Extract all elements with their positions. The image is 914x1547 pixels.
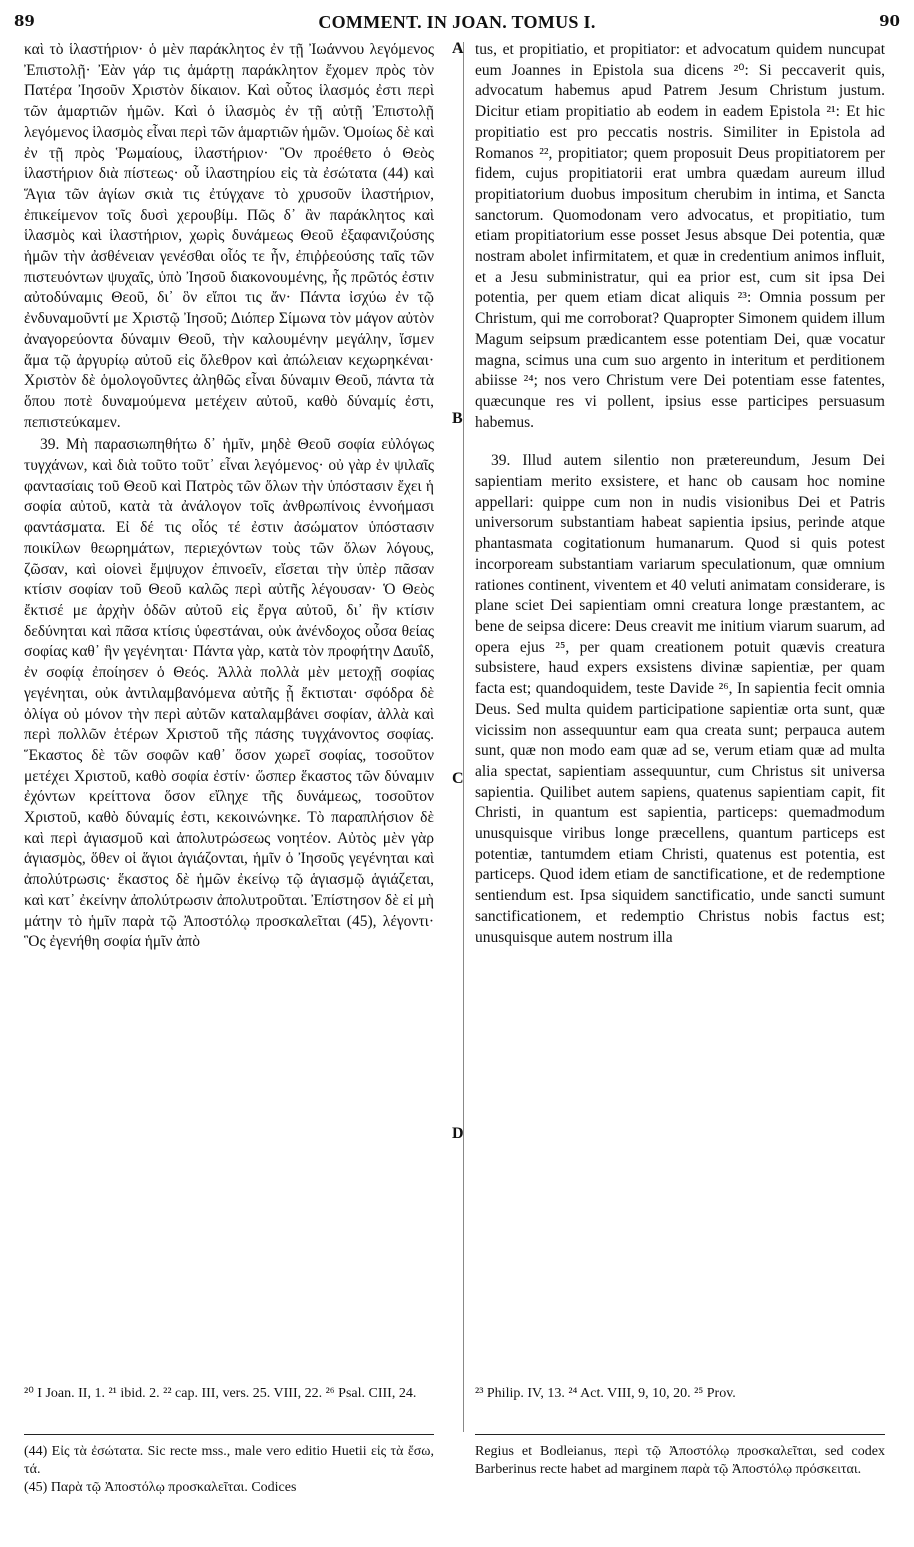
critical-notes-right xyxy=(475,1443,885,1479)
footnotes-left xyxy=(24,1385,434,1403)
greek-paragraph-1: καὶ τὸ ἱλαστήριον· ὁ μὲν παράκλητος ἐν τῇ Ἰωάννου λεγόμενος Ἐπιστολῇ· Ἐὰν γάρ τις ἁμάρτῃ παράκλητον ἔχομεν πρὸς τὸν Πατέρα Ἰησοῦν Χριστὸν δίκαιον. Καὶ οὗτος ἱλασμός ἐστι περὶ τῶν ἁμαρτιῶν ἡμῶν. Καὶ ὁ ἱλασμὸς ἐν τῇ αὐτῇ Ἐπιστολῇ λεγόμενος ἱλασμὸς εἶναι περὶ τῶν ἁμαρτιῶν ἡμῶν. Ὁμοίως δὲ καὶ ἐν τῇ πρὸς Ῥωμαίους, ἱλαστήριον· Ὃν προέθετο ὁ Θεὸς ἱλαστήριον διὰ πίστεως· οὗ ἱλαστηρίου εἰς τὰ ἐσώτατα (44) καὶ Ἅγια τῶν ἁγίων σκιὰ τις ἐτύγχανε τὸ χρυσοῦν ἱλαστήριον, ἐπικείμενον τοῖς δυσὶ χερουβίμ. Πῶς δ᾽ ἂν παράκλητος καὶ ἱλασμὸς καὶ ἱλαστήριον, χωρὶς δυνάμεως Θεοῦ ἐξαφανιζούσης ἡμῶν τὴν ἀσθένειαν γενέσθαι οἷός τε ἦν, ἐπιῤῥεούσης ταῖς τῶν πιστευόντων ψυχαῖς, ὑπὸ Ἰησοῦ διακονουμένης, ἧς πρῶτός ἐστιν αὐτοδύναμις Θεοῦ, δι᾽ ὃν εἴποι τις ἄν· Πάντα ἰσχύω ἐν τῷ ἐνδυναμοῦντί με Χριστῷ Ἰησοῦ; Διόπερ Σίμωνα τὸν μάγον αὐτὸν ἀναγορεύοντα δύναμιν Θεοῦ, τὴν καλουμένην μεγάλην, ἴσμεν ἅμα τῷ ἀργυρίῳ αὐτοῦ εἰς ὄλεθρον καὶ ἀπώλειαν κεχωρηκέναι· Χριστὸν δὲ ὁμολογοῦντες ἀληθῶς εἶναι δύναμιν Θεοῦ, πάντα τὰ ὅπου ποτὲ δυναμούμενα μετέχειν αὐτοῦ, καθὸ δύναμίς ἐστι, πεπιστεύκαμεν. xyxy=(24,41,434,431)
latin-column xyxy=(475,40,885,948)
running-title: COMMENT. IN JOAN. TOMUS I. xyxy=(318,12,596,32)
footnote-rule-right xyxy=(475,1434,885,1435)
margin-letter-a: A xyxy=(452,40,464,57)
page-number-left: 89 xyxy=(14,12,35,30)
column-divider xyxy=(463,42,464,1432)
margin-letter-c: C xyxy=(452,770,464,787)
critical-note-continuation: Regius et Bodleianus, περὶ τῷ Ἀποστόλῳ προσκαλεῖται, sed codex Barberinus recte habet ad marginem παρὰ τῷ Ἀποστόλῳ πρόσκειται. xyxy=(475,1444,885,1477)
footnote-refs-left: ²⁰ I Joan. II, 1. ²¹ ibid. 2. ²² cap. III, vers. 25. VIII, 22. ²⁶ Psal. CIII, 24. xyxy=(24,1386,417,1401)
critical-note-44: (44) Εἰς τὰ ἐσώτατα. Sic recte mss., male vero editio Huetii εἰς τὰ ἔσω, τά. xyxy=(24,1444,434,1477)
footnote-refs-right: ²³ Philip. IV, 13. ²⁴ Act. VIII, 9, 10, 20. ²⁵ Prov. xyxy=(475,1386,736,1401)
greek-paragraph-39: 39. Μὴ παρασιωπηθήτω δ᾽ ἡμῖν, μηδὲ Θεοῦ σοφία εὐλόγως τυγχάνων, καὶ διὰ τοῦτο τοῦτ᾽ εἶναι λεγόμενος· οὐ γὰρ ἐν ψιλαῖς φαντασίαις τοῦ Θεοῦ καὶ Πατρὸς τῶν ὅλων τὴν ὑπόστασιν ἔχει ἡ σοφία αὐτοῦ, κατὰ τὰ ἀνάλογον τοῖς ἀνθρωπίνοις ἐννοήμασι φαντάσματα. Εἰ δέ τις οἷός τέ ἐστιν ἀσώματον ὑπόστασιν ποικίλων θεωρημάτων, περιεχόντων τοὺς τῶν ὅλων λόγους, ζῶσαν, καὶ οἱονεὶ ἔμψυχον ἐπινοεῖν, εἴσεται τὴν ὑπὲρ πᾶσαν κτίσιν σοφίαν τοῦ Θεοῦ καλῶς περὶ αὐτῆς λέγουσαν· Ὁ Θεὸς ἔκτισέ με ἀρχὴν ὁδῶν αὐτοῦ εἰς ἔργα αὐτοῦ, δι᾽ ἣν κτίσιν δεδύνηται καὶ πᾶσα κτίσις ὑφεστάναι, οὐκ ἀνένδοχος οὖσα θείας σοφίας καθ᾽ ἣν γεγένηται· Πάντα γὰρ, κατὰ τὸν προφήτην Δαυΐδ, ἐν σοφίᾳ ἐποίησεν ὁ Θεός. Ἀλλὰ πολλὰ μὲν μετοχῇ σοφίας γεγένηται, οὐκ ἀντιλαμβανόμενα αὐτῆς ᾗ ἔκτισται· σφόδρα δὲ ὀλίγα οὐ μόνον τὴν περὶ αὐτῶν καταλαμβάνει σοφίαν, ἀλλὰ καὶ περὶ πολλῶν ἑτέρων Χριστοῦ τῆς πάσης τυγχάνοντος σοφίας. Ἕκαστος δὲ τῶν σοφῶν καθ᾽ ὅσον χωρεῖ σοφίας, τοσοῦτον μετέχει Χριστοῦ, καθὸ σοφία ἐστίν· ὥσπερ ἕκαστος τῶν δύναμιν ἐχόντων κρείττονα ὅσον εἴληχε τῆς δυνάμεως, τοσοῦτον Χριστοῦ, καθὸ δύναμίς ἐστι, κεκοινώνηκε. Τὸ παραπλήσιον δὲ καὶ περὶ ἁγιασμοῦ καὶ ἀπολυτρώσεως νοητέον. Αὐτὸς μὲν γὰρ ἁγιασμὸς, ὅθεν οἱ ἅγιοι ἁγιάζονται, ἡμῖν ὁ Ἰησοῦς γεγένηται καὶ ἀπολύτρωσις· ἕκαστος δὲ ἡμῶν ἐκείνῳ τῷ ἁγιασμῷ ἁγιάζεται, καὶ κατ᾽ ἐκείνην ἀπολύτρωσιν ἀπολυτροῦται. Ἐπίστησον δὲ εἰ μὴ μάτην τὸ ἡμῖν παρὰ τῷ Ἀποστόλῳ προσκαλεῖται (45), λέγοντι· Ὃς ἐγενήθη σοφία ἡμῖν ἀπὸ xyxy=(24,436,434,951)
footnote-rule-left xyxy=(24,1434,434,1435)
latin-paragraph-1: tus, et propitiatio, et propitiator: et advocatum quidem nuncupat eum Joannes in Epistola sua dicens ²⁰: Si peccaverit quis, advocatum habemus apud Patrem Jesum Christum justum. Dicitur etiam propitiatio ab eodem in eadem Epistola ²¹: Et hic propitiatio est pro peccatis nostris. Similiter in Epistola ad Romanos ²², propitiator; quem proposuit Deus propitiatorem per fidem, cujus propitiatorii erat umbra quædam aureum illud propitiatorium duobus impositum cherubim in intima, et Sancta sanctorum. Quomodonam vero advocatus, et propitiatio, tum etiam propitiatorium esse posset Jesus absque Dei potentia, quæ nostram abolet infirmitatem, et quæ in credentium animos influit, et a Jesu subministratur, qui ea prior est, cum sit ipsa Dei potentia, per quem etiam dicat aliquis ²³: Omnia possum per Christum, qui me corroborat? Quapropter Simonem quidem illum Magum seipsum prædicantem esse potentiam Dei, quæ vocatur magna, scimus una cum suo argento in interitum et perditionem abiisse ²⁴; nos vero Christum vere Dei potentiam esse fatentes, quæcunque res vi pollent, ipsius esse participes persuasum habemus. xyxy=(475,41,885,431)
latin-paragraph-39: 39. Illud autem silentio non prætereundum, Jesum Dei sapientiam merito exsistere, et hanc ob causam hoc nomine appellari: quippe cum non in nudis visionibus Dei et Patris universorum substantiam habeat sapientia ipsius, perinde atque phantasmata cogitationum humanarum. Quod si quis potest incorpoream substantiam variarum speculationum, quæ omnium rationes continent, viventem et 40 veluti animatam considerare, is plane sciet Dei sapientiam omni creatura longe præstantem, ac bene de seipsa dicere: Deus creavit me initium viarum suarum, ad opera ejus ²⁵, per quam creationem potuit quævis creatura subsistere, haud expers exsistens divinæ sapientiæ, per quam facta est; quandoquidem, teste Davide ²⁶, In sapientia fecit omnia Deus. Sed multa quidem participatione sapientiæ orta sunt, quæ vicissim non assequuntur eam qua creata sunt; perpauca autem sunt, quæ non modo eam quæ ad se, verum etiam quæ ad multa alia spectat, sapientiam assequuntur, cum Christus sit universa sapientia. Quilibet autem sapiens, quatenus sapientiam capit, fit Christi, in quantum est sapientia, particeps: quemadmodum unusquisque viribus longe præcellens, quantum particeps est potentiæ, tantumdem etiam Christi, quatenus est potentia, est particeps. Quod idem etiam de sanctificatione, et de redemptione sentiendum est. Ipsa siquidem sanctificatio, unde sancti sumunt sanctificationem, et redemptio Christus nobis factus est; unusquisque autem nostrum illa xyxy=(475,452,885,946)
greek-column xyxy=(24,40,434,953)
page-header xyxy=(14,6,900,36)
margin-letter-d: D xyxy=(452,1125,464,1142)
footnotes-right xyxy=(475,1385,885,1403)
critical-notes-left xyxy=(24,1443,434,1497)
critical-note-45: (45) Παρὰ τῷ Ἀποστόλῳ προσκαλεῖται. Codices xyxy=(24,1480,297,1495)
page-number-right: 90 xyxy=(879,12,900,30)
margin-letter-b: B xyxy=(452,410,463,427)
